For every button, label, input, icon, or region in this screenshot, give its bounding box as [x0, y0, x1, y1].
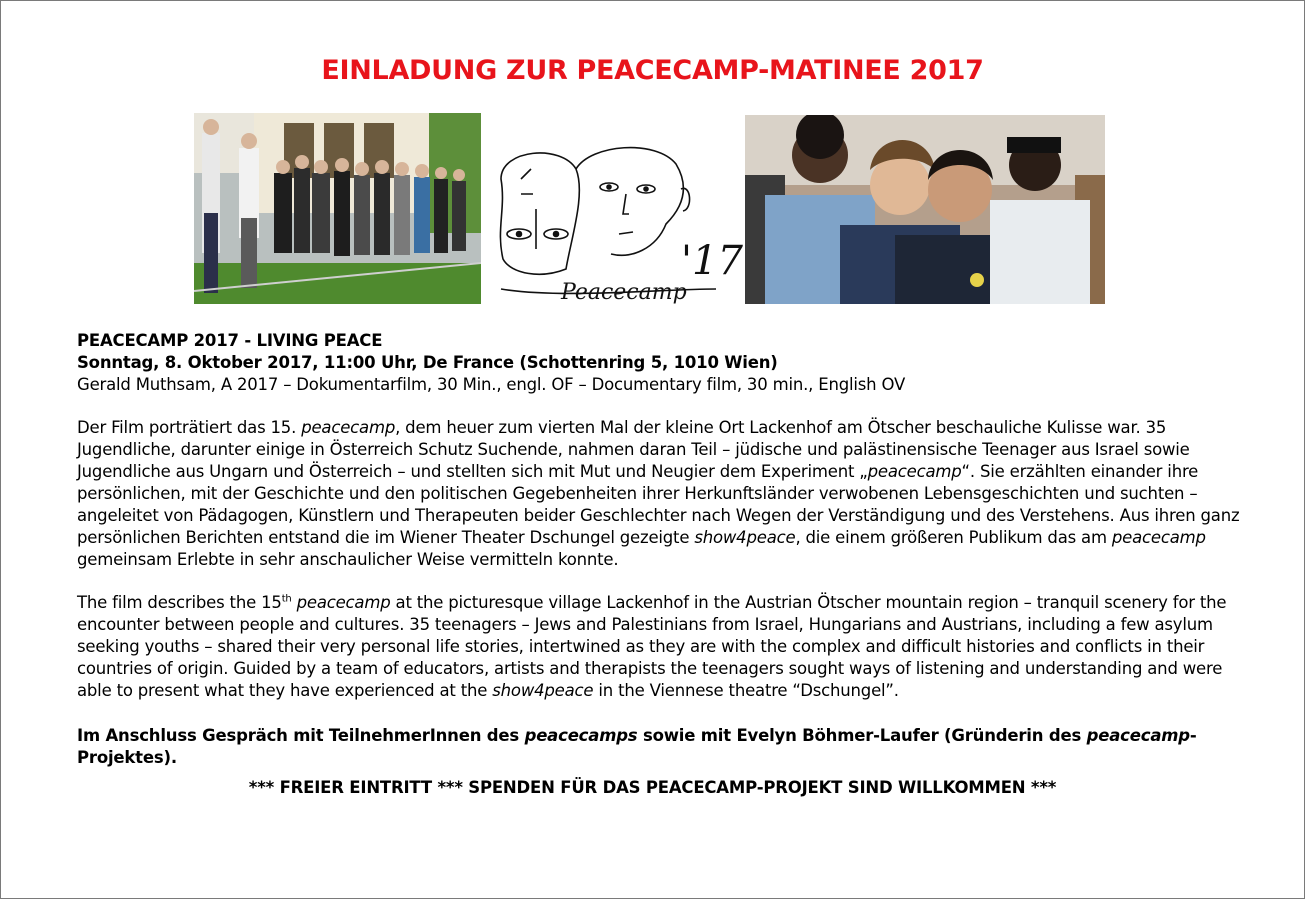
event-info — [77, 330, 1257, 396]
logo-word: Peacecamp — [561, 280, 687, 304]
peacecamp-logo — [481, 139, 744, 304]
photo-right-art — [745, 115, 1105, 304]
page-title: EINLADUNG ZUR PEACECAMP-MATINEE 2017 — [321, 55, 984, 86]
de-italic-2: peacecamp — [867, 462, 962, 481]
english-description — [77, 592, 1257, 702]
talk-text-3: -Projektes). — [77, 726, 1197, 767]
de-italic-3: show4peace — [694, 528, 796, 547]
en-italic-1: peacecamp — [296, 593, 391, 612]
de-italic-4: peacecamp — [1111, 528, 1206, 547]
de-text-1: Der Film porträtiert das 15. — [77, 418, 302, 437]
en-text-3: at the picturesque village Lackenhof in the Austrian Ötscher mountain region – tranquil scenery for the encounter between people and cultures. 35 teenagers – Jews and Palestinians from Israel, Hungarians and Austrians, including a few asylum seeking youths – shared their very personal life stories, intertwined as they are with the complex and difficult histories and conflicts in their countries of origin. Guided by a team of educators, artists and therapists the teenagers sought ways of listening and understanding and were able to present what they have experienced at the — [77, 593, 1227, 700]
peacecamp-logo-art — [481, 139, 744, 304]
en-text-4: in the Viennese theatre “Dschungel”. — [593, 681, 899, 700]
discussion-note — [77, 725, 1257, 769]
de-text-4: , die einem größeren Publikum das am — [795, 528, 1112, 547]
german-description — [77, 417, 1257, 571]
de-text-2: , dem heuer zum vierten Mal der kleine Ort Lackenhof am Ötscher beschauliche Kulisse war. 35 Jugendliche, darunter einige in Österreich Schutz Suchende, nahmen daran Teil – jüdische und palästinensische Teenager aus Israel sowie Jugendliche aus Ungarn und Österreich – und stellten sich mit Mut und Neugier dem Experiment „ — [77, 418, 1190, 481]
teenagers-seated-indoors-photo — [745, 115, 1105, 304]
talk-italic-2: peacecamp — [1086, 726, 1190, 745]
talk-text-2: sowie mit Evelyn Böhmer-Laufer (Gründerin des — [637, 726, 1087, 745]
talk-italic-1: peacecamps — [524, 726, 638, 745]
en-italic-2: show4peace — [492, 681, 594, 700]
event-datetime: Sonntag, 8. Oktober 2017, 11:00 Uhr, De France (Schottenring 5, 1010 Wien) — [77, 353, 778, 372]
event-heading: PEACECAMP 2017 - LIVING PEACE — [77, 331, 383, 350]
photo-left-art — [194, 113, 481, 304]
de-italic-1: peacecamp — [301, 418, 396, 437]
de-text-5: gemeinsam Erlebte in sehr anschaulicher Weise vermitteln konnte. — [77, 550, 619, 569]
talk-text-1: Im Anschluss Gespräch mit TeilnehmerInnen des — [77, 726, 525, 745]
film-info: Gerald Muthsam, A 2017 – Dokumentarfilm, 30 Min., engl. OF – Documentary film, 30 min., English OV — [77, 375, 906, 394]
de-text-3: “. Sie erzählten einander ihre persönlichen, mit der Geschichte und den politischen Gegebenheiten ihrer Herkunftsländer verwobenen Lebensgeschichten und suchten – angeleitet von Pädagogen, Künstlern und Therapeuten beider Geschlechter nach Wegen der Verständigung und des Verstehens. Aus ihren ganz persönlichen Berichten entstand die im Wiener Theater Dschungel gezeigte — [77, 462, 1240, 547]
en-superscript: th — [281, 593, 292, 605]
free-entry-note: *** FREIER EINTRITT *** SPENDEN FÜR DAS PEACECAMP-PROJEKT SIND WILLKOMMEN *** — [248, 778, 1057, 797]
teenagers-balancing-outdoors-photo — [194, 113, 481, 304]
en-text-1: The film describes the 15 — [77, 593, 282, 612]
logo-year: '17 — [681, 238, 743, 284]
